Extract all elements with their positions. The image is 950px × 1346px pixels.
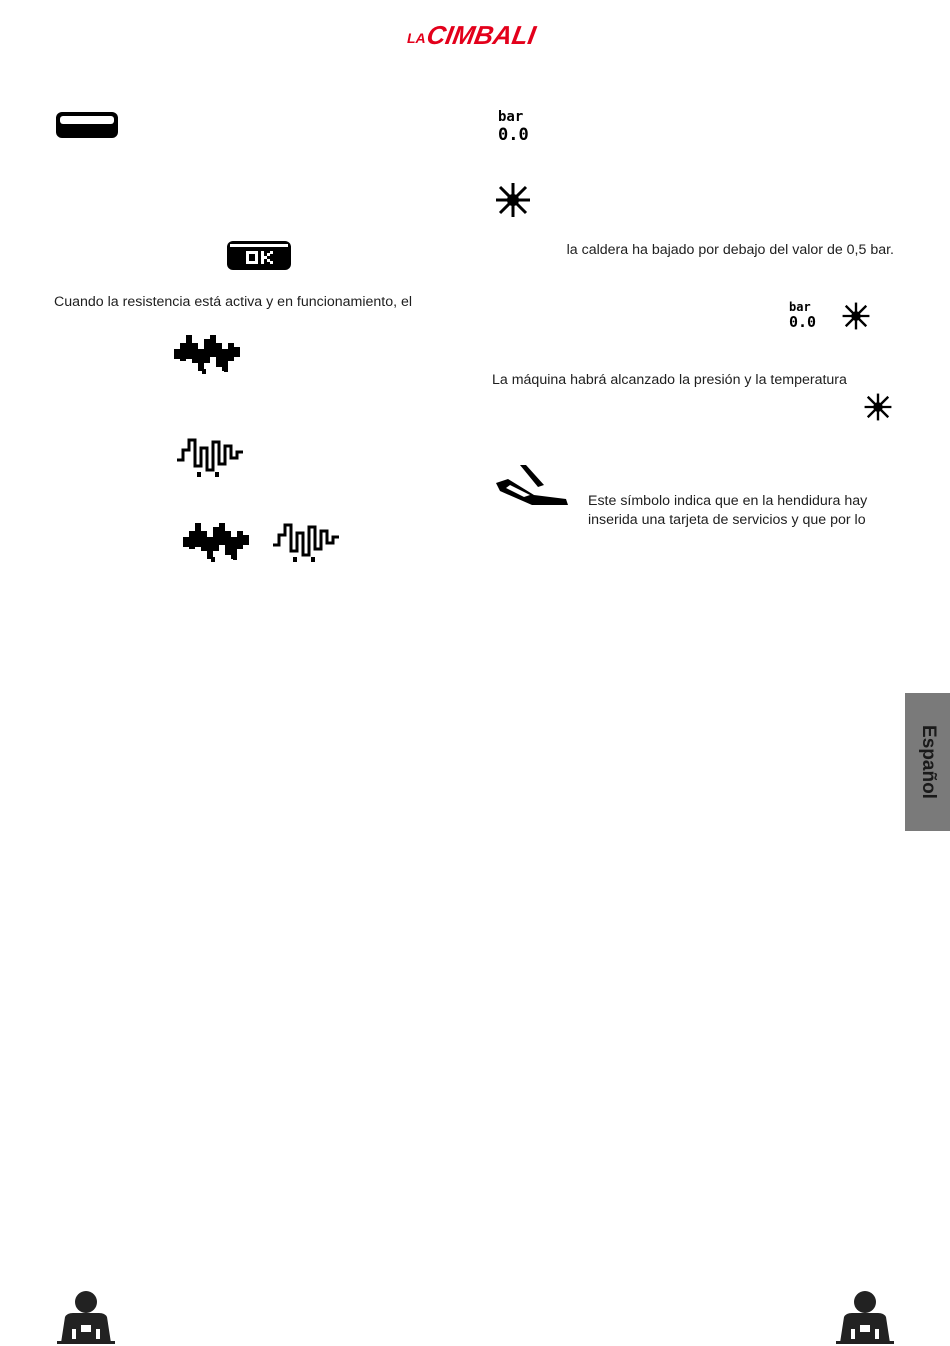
- barista-icon: [834, 1289, 896, 1345]
- svg-text:0.0: 0.0: [498, 125, 529, 143]
- svg-text:0.0: 0.0: [789, 313, 817, 329]
- right-paragraph-2: La máquina habrá alcanzado la presión y la temperatura: [492, 372, 847, 388]
- svg-text:bar: bar: [498, 109, 524, 125]
- svg-text:bar: bar: [789, 300, 811, 314]
- right-paragraph-3-line-2: inserida una tarjeta de servicios y que por lo: [588, 512, 866, 528]
- snowflake-icon: [494, 181, 532, 219]
- left-paragraph-1: Cuando la resistencia está activa y en funcionamiento, el: [54, 294, 413, 310]
- heating-active-icon: [174, 333, 246, 375]
- logo-brand-text: CIMBALI: [424, 20, 539, 50]
- bar-pressure-icon: [497, 107, 533, 143]
- snowflake-icon: [863, 392, 893, 422]
- heating-outline-icon: [271, 521, 343, 563]
- ok-display-icon: [226, 238, 292, 272]
- logo-la-text: LA: [407, 30, 426, 46]
- bar-pressure-icon: [789, 299, 821, 329]
- service-card-icon: [494, 463, 570, 509]
- language-tab-label: Español: [917, 725, 939, 799]
- heating-active-icon: [183, 521, 255, 563]
- language-tab: [905, 693, 950, 831]
- snowflake-icon: [841, 301, 871, 331]
- right-paragraph-1: la caldera ha bajado por debajo del valor de 0,5 bar.: [566, 242, 894, 258]
- brand-logo: [405, 18, 545, 54]
- barista-icon: [55, 1289, 117, 1345]
- water-level-icon: [54, 108, 120, 140]
- heating-outline-icon: [175, 436, 247, 478]
- right-paragraph-3-line-1: Este símbolo indica que en la hendidura hay: [588, 493, 868, 509]
